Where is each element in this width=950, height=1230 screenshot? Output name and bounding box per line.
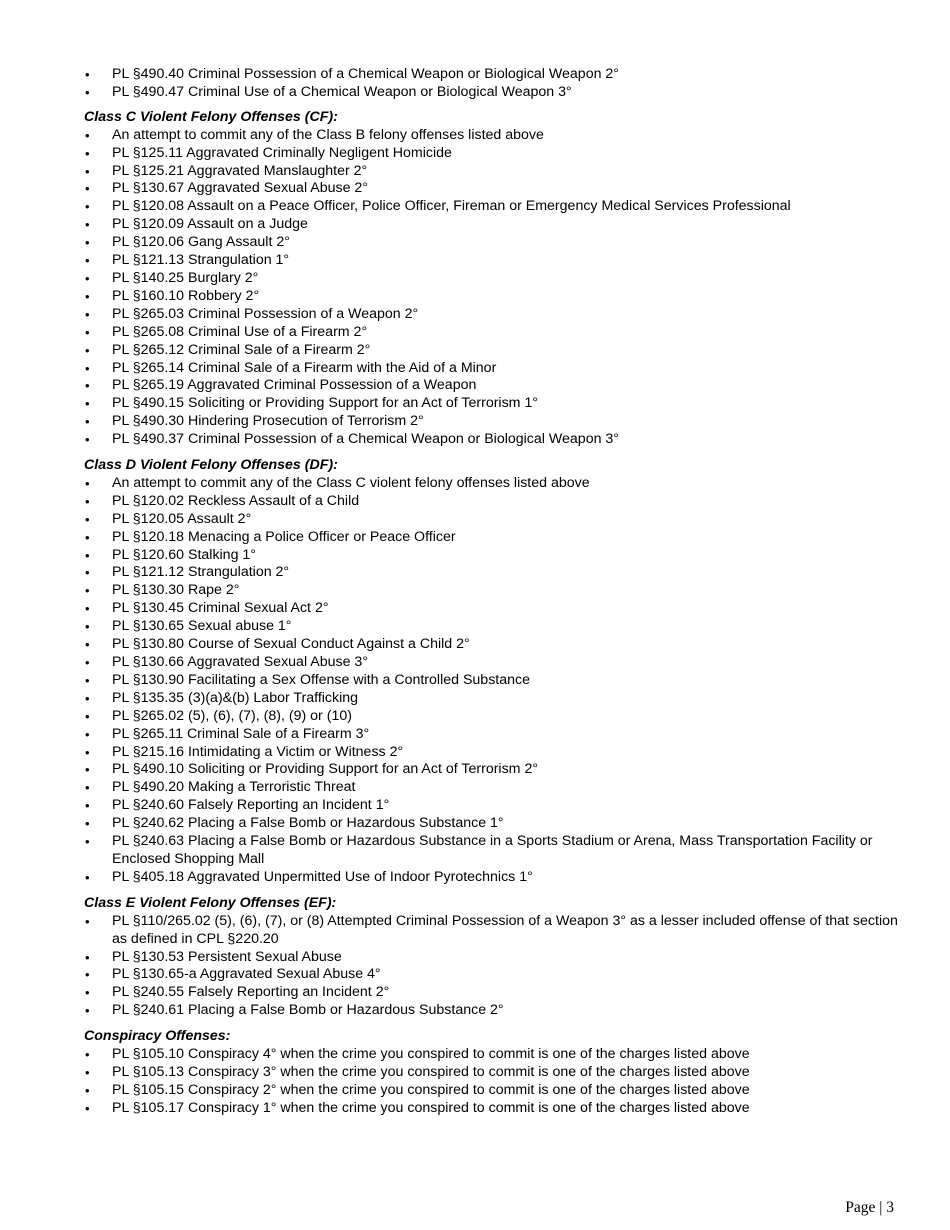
list-item-text: PL §265.11 Criminal Sale of a Firearm 3°	[112, 725, 370, 742]
bullet-icon: •	[85, 985, 90, 1001]
list-item-text: An attempt to commit any of the Class C violent felony offenses listed above	[112, 474, 590, 491]
list-item	[84, 324, 904, 342]
list-item	[84, 582, 904, 600]
list-item-text: PL §140.25 Burglary 2°	[112, 269, 259, 286]
list-item-text: PL §105.17 Conspiracy 1° when the crime you conspired to commit is one of the charges listed above	[112, 1099, 750, 1116]
bullet-icon: •	[85, 798, 90, 814]
list-item	[84, 163, 904, 181]
bullet-icon: •	[85, 565, 90, 581]
list-item	[84, 654, 904, 672]
class-e-heading: Class E Violent Felony Offenses (EF):	[84, 894, 337, 911]
bullet-icon: •	[85, 1100, 90, 1116]
list-item	[84, 216, 904, 234]
list-item-text: PL §130.67 Aggravated Sexual Abuse 2°	[112, 180, 368, 197]
bullet-icon: •	[85, 199, 90, 215]
list-item-text: PL §125.21 Aggravated Manslaughter 2°	[112, 162, 368, 179]
list-item	[84, 618, 904, 636]
list-item-text: PL §130.80 Course of Sexual Conduct Against a Child 2°	[112, 636, 470, 653]
list-item	[84, 1100, 904, 1118]
bullet-icon: •	[85, 672, 90, 688]
bullet-icon: •	[85, 432, 90, 448]
list-item-text: PL §120.06 Gang Assault 2°	[112, 234, 290, 251]
list-item	[84, 600, 904, 618]
list-item	[84, 1082, 904, 1100]
list-item-text: PL §121.13 Strangulation 1°	[112, 252, 290, 269]
bullet-icon: •	[85, 547, 90, 563]
list-item-text: PL §110/265.02 (5), (6), (7), or (8) Attempted Criminal Possession of a Weapon 3° as a lesser included offense of that section as defined in CPL §220.20	[112, 912, 898, 947]
list-item-text: PL §121.12 Strangulation 2°	[112, 564, 290, 581]
list-item-text: PL §130.65-a Aggravated Sexual Abuse 4°	[112, 966, 381, 983]
bullet-icon: •	[85, 869, 90, 885]
list-item	[84, 966, 904, 984]
bullet-icon: •	[85, 744, 90, 760]
list-item	[84, 529, 904, 547]
list-item	[84, 127, 904, 145]
list-item	[84, 342, 904, 360]
bullet-icon: •	[85, 726, 90, 742]
bullet-icon: •	[85, 1064, 90, 1080]
class-d-heading: Class D Violent Felony Offenses (DF):	[84, 457, 338, 474]
bullet-icon: •	[85, 235, 90, 251]
list-item	[84, 708, 904, 726]
list-item-text: PL §135.35 (3)(a)&(b) Labor Trafficking	[112, 689, 359, 706]
list-item	[84, 949, 904, 967]
list-item-text: PL §265.14 Criminal Sale of a Firearm with the Aid of a Minor	[112, 359, 497, 376]
list-item	[84, 66, 904, 84]
bullet-icon: •	[85, 708, 90, 724]
list-item	[84, 761, 904, 779]
list-item-text: PL §120.02 Reckless Assault of a Child	[112, 492, 360, 509]
list-item	[84, 672, 904, 690]
list-item	[84, 744, 904, 762]
list-item-text: PL §160.10 Robbery 2°	[112, 287, 260, 304]
list-item-text: PL §405.18 Aggravated Unpermitted Use of Indoor Pyrotechnics 1°	[112, 868, 533, 885]
bullet-icon: •	[85, 253, 90, 269]
bullet-icon: •	[85, 949, 90, 965]
list-item-text: PL §120.60 Stalking 1°	[112, 546, 256, 563]
bullet-icon: •	[85, 637, 90, 653]
list-item	[84, 564, 904, 582]
list-item	[84, 636, 904, 654]
bullet-icon: •	[85, 306, 90, 322]
bullet-icon: •	[85, 181, 90, 197]
list-item	[84, 815, 904, 833]
list-item-text: An attempt to commit any of the Class B felony offenses listed above	[112, 126, 544, 143]
list-item	[84, 547, 904, 565]
list-item-text: PL §130.65 Sexual abuse 1°	[112, 618, 292, 635]
bullet-icon: •	[85, 324, 90, 340]
list-item-text: PL §105.13 Conspiracy 3° when the crime you conspired to commit is one of the charges listed above	[112, 1063, 750, 1080]
list-item-text: PL §240.63 Placing a False Bomb or Hazardous Substance in a Sports Stadium or Arena, Mass Transportation Facility or Enclosed Shopping Mall	[112, 833, 873, 867]
bullet-icon: •	[85, 378, 90, 394]
list-item-text: PL §240.60 Falsely Reporting an Incident 1°	[112, 797, 390, 814]
list-item	[84, 690, 904, 708]
list-item-text: PL §240.62 Placing a False Bomb or Hazardous Substance 1°	[112, 815, 504, 832]
bullet-icon: •	[85, 511, 90, 527]
list-item	[84, 726, 904, 744]
list-item-text: PL §105.10 Conspiracy 4° when the crime you conspired to commit is one of the charges listed above	[112, 1046, 750, 1063]
list-item	[84, 413, 904, 431]
class-d-offense-list	[84, 475, 904, 887]
list-item	[84, 360, 904, 378]
bullet-icon: •	[85, 1082, 90, 1098]
list-item	[84, 1064, 904, 1082]
bullet-icon: •	[85, 270, 90, 286]
list-item-text: PL §120.05 Assault 2°	[112, 510, 252, 527]
list-item-text: PL §490.30 Hindering Prosecution of Terrorism 2°	[112, 413, 424, 430]
list-item	[84, 475, 904, 493]
bullet-icon: •	[85, 145, 90, 161]
list-item-text: PL §120.08 Assault on a Peace Officer, Police Officer, Fireman or Emergency Medical Services Professional	[112, 198, 791, 215]
list-item	[84, 252, 904, 270]
bullet-icon: •	[85, 655, 90, 670]
list-item	[84, 797, 904, 815]
list-item-text: PL §130.53 Persistent Sexual Abuse	[112, 948, 342, 965]
bullet-icon: •	[85, 67, 90, 82]
list-item-text: PL §265.12 Criminal Sale of a Firearm 2°	[112, 341, 371, 358]
page-number: Page | 3	[845, 1199, 894, 1216]
list-item-text: PL §240.61 Placing a False Bomb or Hazardous Substance 2°	[112, 1002, 504, 1019]
bullet-icon: •	[85, 163, 90, 179]
list-item-text: PL §490.47 Criminal Use of a Chemical Weapon or Biological Weapon 3°	[112, 83, 572, 100]
list-item-text: PL §265.03 Criminal Possession of a Weapon 2°	[112, 305, 419, 322]
list-item	[84, 180, 904, 198]
class-c-offense-list	[84, 127, 904, 449]
conspiracy-offense-list	[84, 1046, 904, 1118]
list-item-text: PL §130.45 Criminal Sexual Act 2°	[112, 600, 329, 617]
list-item-text: PL §120.18 Menacing a Police Officer or Peace Officer	[112, 528, 456, 545]
list-item	[84, 234, 904, 252]
list-item	[84, 84, 904, 102]
list-item-text: PL §105.15 Conspiracy 2° when the crime you conspired to commit is one of the charges listed above	[112, 1081, 750, 1098]
list-item-text: PL §490.10 Soliciting or Providing Support for an Act of Terrorism 2°	[112, 761, 539, 778]
list-item	[84, 984, 904, 1002]
list-item	[84, 198, 904, 216]
list-item-text: PL §130.66 Aggravated Sexual Abuse 3°	[112, 654, 368, 670]
list-item-text: PL §490.40 Criminal Possession of a Chemical Weapon or Biological Weapon 2°	[112, 66, 619, 82]
bullet-icon: •	[85, 690, 90, 706]
list-item	[84, 913, 904, 949]
list-item	[84, 145, 904, 163]
document-page	[84, 66, 904, 1126]
list-item-text: PL §130.90 Facilitating a Sex Offense with a Controlled Substance	[112, 671, 530, 688]
bullet-icon: •	[85, 619, 90, 635]
list-item-text: PL §125.11 Aggravated Criminally Negligent Homicide	[112, 144, 452, 161]
list-item	[84, 493, 904, 511]
bullet-icon: •	[85, 493, 90, 509]
list-item-text: PL §490.20 Making a Terroristic Threat	[112, 779, 356, 796]
list-item-text: PL §130.30 Rape 2°	[112, 582, 240, 599]
list-item	[84, 288, 904, 306]
bullet-icon: •	[85, 84, 90, 100]
list-item-text: PL §240.55 Falsely Reporting an Incident 2°	[112, 984, 390, 1001]
bullet-icon: •	[85, 583, 90, 599]
list-item-text: PL §120.09 Assault on a Judge	[112, 216, 308, 233]
list-item	[84, 1002, 904, 1020]
bullet-icon: •	[85, 1003, 90, 1019]
list-item	[84, 306, 904, 324]
bullet-icon: •	[85, 396, 90, 412]
bullet-icon: •	[85, 913, 90, 929]
bullet-icon: •	[85, 1047, 90, 1063]
conspiracy-heading: Conspiracy Offenses:	[84, 1028, 231, 1045]
list-item	[84, 779, 904, 797]
list-item-text: PL §265.19 Aggravated Criminal Possession of a Weapon	[112, 377, 477, 394]
list-item	[84, 1046, 904, 1064]
bullet-icon: •	[85, 127, 90, 143]
bullet-icon: •	[85, 414, 90, 430]
list-item-text: PL §215.16 Intimidating a Victim or Witness 2°	[112, 743, 404, 760]
bullet-icon: •	[85, 288, 90, 304]
bullet-icon: •	[85, 834, 90, 850]
bullet-icon: •	[85, 529, 90, 545]
bullet-icon: •	[85, 601, 90, 617]
list-item	[84, 395, 904, 413]
list-item-text: PL §490.37 Criminal Possession of a Chemical Weapon or Biological Weapon 3°	[112, 431, 619, 448]
list-item-text: PL §265.02 (5), (6), (7), (8), (9) or (10)	[112, 707, 352, 724]
bullet-icon: •	[85, 816, 90, 832]
list-item	[84, 869, 904, 887]
intro-offense-list	[84, 66, 904, 102]
list-item	[84, 377, 904, 395]
bullet-icon: •	[85, 360, 90, 376]
list-item-text: PL §265.08 Criminal Use of a Firearm 2°	[112, 323, 368, 340]
list-item	[84, 511, 904, 529]
list-item	[84, 431, 904, 449]
bullet-icon: •	[85, 475, 90, 491]
list-item	[84, 270, 904, 288]
class-c-heading: Class C Violent Felony Offenses (CF):	[84, 108, 338, 125]
bullet-icon: •	[85, 762, 90, 778]
bullet-icon: •	[85, 217, 90, 233]
list-item	[84, 833, 904, 869]
bullet-icon: •	[85, 967, 90, 983]
bullet-icon: •	[85, 780, 90, 796]
bullet-icon: •	[85, 342, 90, 358]
list-item-text: PL §490.15 Soliciting or Providing Support for an Act of Terrorism 1°	[112, 395, 539, 412]
class-e-offense-list	[84, 913, 904, 1020]
